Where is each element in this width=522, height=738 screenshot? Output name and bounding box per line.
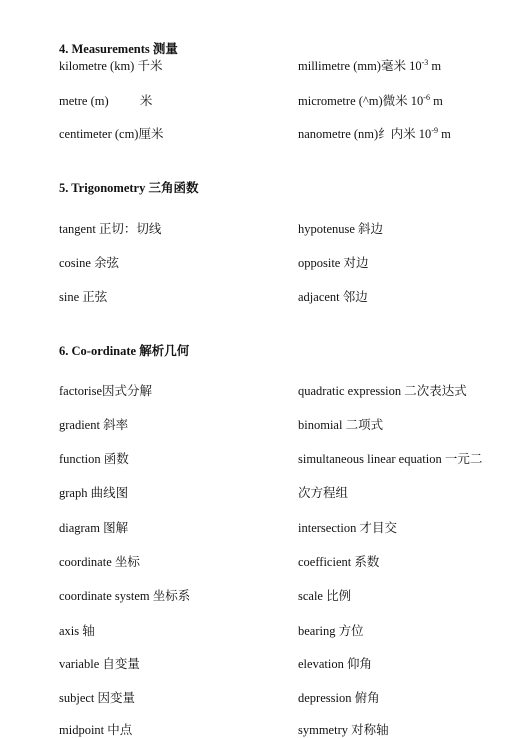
section-heading-trigonometry: 5. Trigonometry 三角函数: [59, 181, 199, 195]
term-right: coefficient 系数: [298, 555, 380, 569]
term-left: kilometre (km) 千米: [59, 59, 163, 73]
term-right: depression 俯角: [298, 691, 380, 705]
term-right: elevation 仰角: [298, 657, 372, 671]
term-left: function 函数: [59, 452, 129, 466]
term-right: nanometre (nm)纟内米 $10^{-9}$ m: [298, 126, 451, 141]
term-left: variable 自变量: [59, 657, 140, 671]
section-heading-measurements: 4. Measurements 测量: [59, 42, 178, 56]
term-left: midpoint 中点: [59, 723, 133, 737]
term-right: 次方程组: [298, 486, 349, 500]
term-left: cosine 余弦: [59, 256, 120, 270]
term-right: intersection 才目交: [298, 521, 397, 535]
term-left: diagram 图解: [59, 521, 129, 535]
term-left: coordinate 坐标: [59, 555, 140, 569]
term-left: factorise因式分解: [59, 384, 153, 398]
term-right: millimetre (mm)毫米 $10^{-3}$ m: [298, 58, 442, 73]
section-heading-coordinate: 6. Co-ordinate 解析几何: [59, 344, 190, 358]
term-left: tangent 正切：切线: [59, 222, 162, 236]
term-right: symmetry 对称轴: [298, 723, 389, 737]
term-left: axis 轴: [59, 624, 95, 638]
term-right: opposite 对边: [298, 256, 369, 270]
term-left: sine 正弦: [59, 290, 108, 304]
term-right: micrometre (^m)微米 $10^{-6}$ m: [298, 93, 443, 108]
term-right: quadratic expression 二次表达式: [298, 384, 467, 398]
term-left: subject 因变量: [59, 691, 136, 705]
term-left: coordinate system 坐标系: [59, 589, 191, 603]
term-left: centimeter (cm)厘米: [59, 127, 164, 141]
term-right: binomial 二项式: [298, 418, 384, 432]
term-left: graph 曲线图: [59, 486, 129, 500]
term-right: bearing 方位: [298, 624, 364, 638]
term-left: metre (m) 米: [59, 94, 153, 108]
term-left: gradient 斜率: [59, 418, 129, 432]
term-right: hypotenuse 斜边: [298, 222, 384, 236]
term-right: scale 比例: [298, 589, 352, 603]
term-right: adjacent 邻边: [298, 290, 368, 304]
term-right: simultaneous linear equation 一元二: [298, 452, 483, 466]
